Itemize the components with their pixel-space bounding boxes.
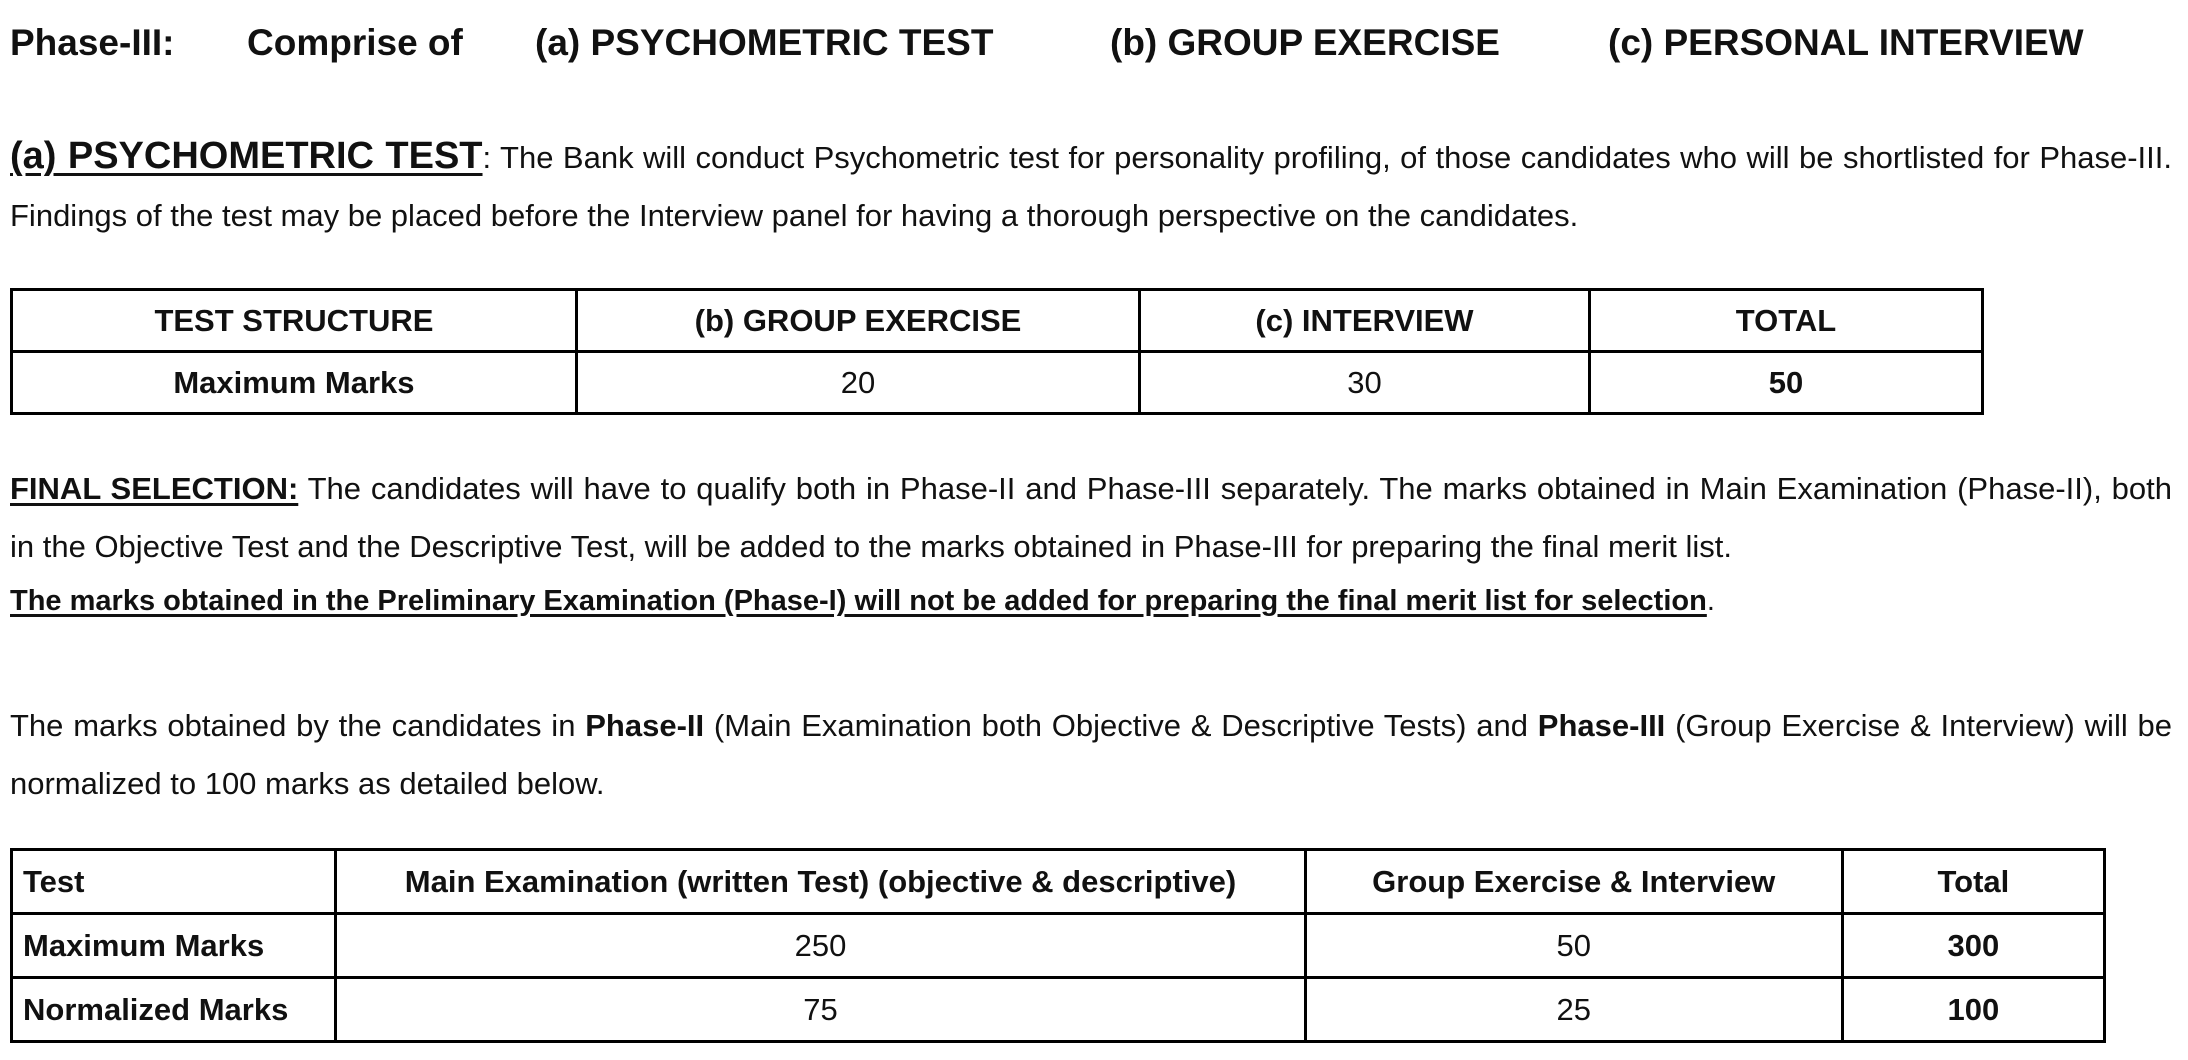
normalization-paragraph	[10, 697, 2172, 813]
normalization-phase-three: Phase-III	[1537, 708, 1666, 743]
table-cell: 30	[1140, 352, 1590, 414]
phase-label: Phase-III:	[10, 22, 175, 63]
final-selection-title: FINAL SELECTION:	[10, 471, 299, 506]
normalization-text: (Main Examination both Objective & Descriptive Tests) and	[704, 708, 1538, 743]
table-row	[12, 914, 2105, 978]
comprise-label: Comprise of	[247, 22, 463, 63]
psychometric-text: : The Bank will conduct Psychometric test for personality profiling, of those candidates who will be shortlisted for Phase-III. Findings of the test may be placed before the Interview panel for having a thorough perspective on the candidates.	[10, 140, 2173, 233]
table-header-row	[12, 290, 1983, 352]
table-cell: 300	[1842, 914, 2104, 978]
table-cell: 100	[1842, 978, 2104, 1042]
table-header-cell: Test	[12, 850, 336, 914]
table-row	[12, 352, 1983, 414]
table-header-row	[12, 850, 2105, 914]
table-row	[12, 978, 2105, 1042]
table-header-cell: Group Exercise & Interview	[1305, 850, 1842, 914]
final-selection-paragraph	[10, 460, 2172, 626]
table-header-cell: (c) INTERVIEW	[1140, 290, 1590, 352]
item-psychometric: (a) PSYCHOMETRIC TEST	[535, 22, 994, 63]
table-cell: 50	[1589, 352, 1982, 414]
table-header-cell: Total	[1842, 850, 2104, 914]
table-header-cell: Main Examination (written Test) (objective & descriptive)	[336, 850, 1305, 914]
final-selection-end: .	[1706, 585, 1715, 617]
table-header-cell: TEST STRUCTURE	[12, 290, 577, 352]
normalization-phase-two: Phase-II	[585, 708, 705, 743]
psychometric-title: (a) PSYCHOMETRIC TEST	[10, 135, 483, 177]
psychometric-paragraph	[10, 127, 2172, 245]
table-header-cell: TOTAL	[1589, 290, 1982, 352]
final-selection-text: The candidates will have to qualify both in Phase-II and Phase-III separately. The marks obtained in Main Examination (Phase-II), both in the Objective Test and the Descriptive Test, will be added to the marks obtained in Phase-III for preparing the final merit list.	[10, 471, 2172, 564]
table-cell: 25	[1305, 978, 1842, 1042]
normalization-table	[10, 848, 2106, 1043]
normalization-text: (Group Exercise & Interview) will be normalized to 100 marks as detailed below.	[10, 708, 2172, 801]
table-cell: 75	[336, 978, 1305, 1042]
test-structure-table	[10, 288, 1984, 415]
table-cell: Normalized Marks	[12, 978, 336, 1042]
table-cell: 250	[336, 914, 1305, 978]
table-header-cell: (b) GROUP EXERCISE	[576, 290, 1139, 352]
table-cell: 50	[1305, 914, 1842, 978]
phase-three-heading	[10, 22, 2126, 68]
item-personal-interview: (c) PERSONAL INTERVIEW	[1608, 22, 2084, 63]
table-cell: Maximum Marks	[12, 352, 577, 414]
final-selection-note: The marks obtained in the Preliminary Examination (Phase-I) will not be added for preparing the final merit list for selection	[10, 585, 1707, 617]
normalization-text: The marks obtained by the candidates in	[10, 708, 586, 743]
item-group-exercise: (b) GROUP EXERCISE	[1110, 22, 1500, 63]
table-cell: Maximum Marks	[12, 914, 336, 978]
table-cell: 20	[576, 352, 1139, 414]
